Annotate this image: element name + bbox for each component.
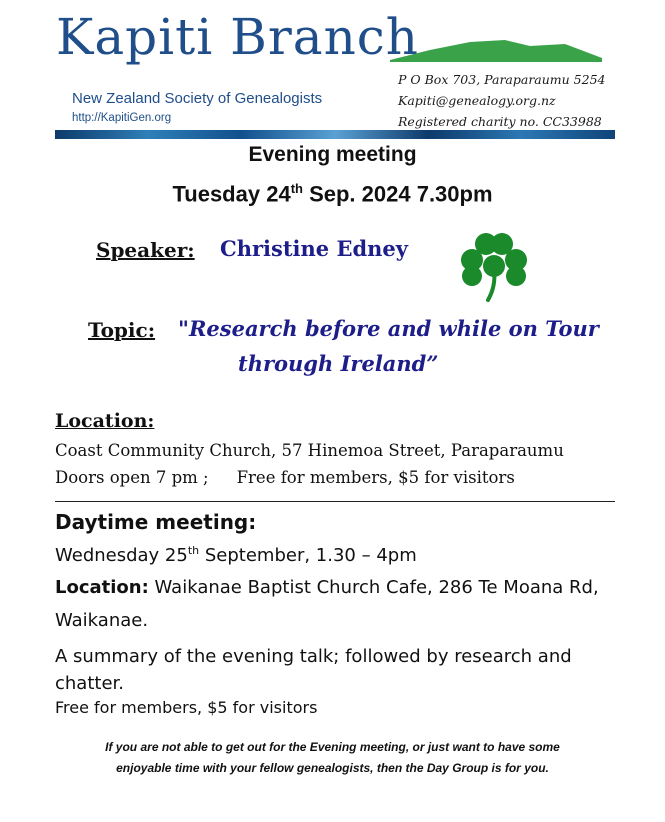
section-divider <box>55 501 615 502</box>
topic-title-line1: "Research before and while on Tour <box>178 316 599 341</box>
branch-title: Kapiti Branch <box>56 8 419 66</box>
daytime-summary: A summary of the evening talk; followed by research and chatter. <box>55 646 572 694</box>
evening-location-address: Coast Community Church, 57 Hinemoa Street, Paraparaumu <box>55 441 564 460</box>
location-label: Location: <box>55 410 155 432</box>
email-address[interactable]: Kapiti@genealogy.org.nz <box>398 93 556 108</box>
daytime-date: Wednesday 25th September, 1.30 – 4pm <box>55 544 417 566</box>
postal-address: P O Box 703, Paraparaumu 5254 <box>398 72 606 87</box>
society-name: New Zealand Society of Genealogists <box>72 90 323 107</box>
evening-date: Tuesday 24th Sep. 2024 7.30pm <box>172 181 493 207</box>
doors-and-fees: Doors open 7 pm ; Free for members, $5 for visitors <box>55 468 515 487</box>
shamrock-icon <box>458 232 530 304</box>
topic-title-line2: through Ireland” <box>238 351 439 376</box>
daytime-location: Location: Waikanae Baptist Church Cafe, 286 Te Moana Rd, <box>55 577 599 598</box>
charity-number: Registered charity no. CC33988 <box>398 114 602 129</box>
footer-note: If you are not able to get out for the Evening meeting, or just want to have some enjoyable time with your fellow genealogists, then the Day Group is for you. <box>105 740 560 775</box>
header-banner <box>55 130 615 139</box>
website-link[interactable]: http://KapitiGen.org <box>72 112 172 124</box>
topic-label: Topic: <box>88 318 156 342</box>
speaker-name: Christine Edney <box>220 236 408 261</box>
daytime-meeting-title: Daytime meeting: <box>55 510 257 534</box>
daytime-location-line2: Waikanae. <box>55 610 149 631</box>
mountain-logo-icon <box>390 36 602 62</box>
speaker-label: Speaker: <box>96 238 195 262</box>
daytime-fees: Free for members, $5 for visitors <box>55 698 318 717</box>
evening-meeting-title: Evening meeting <box>248 143 417 166</box>
